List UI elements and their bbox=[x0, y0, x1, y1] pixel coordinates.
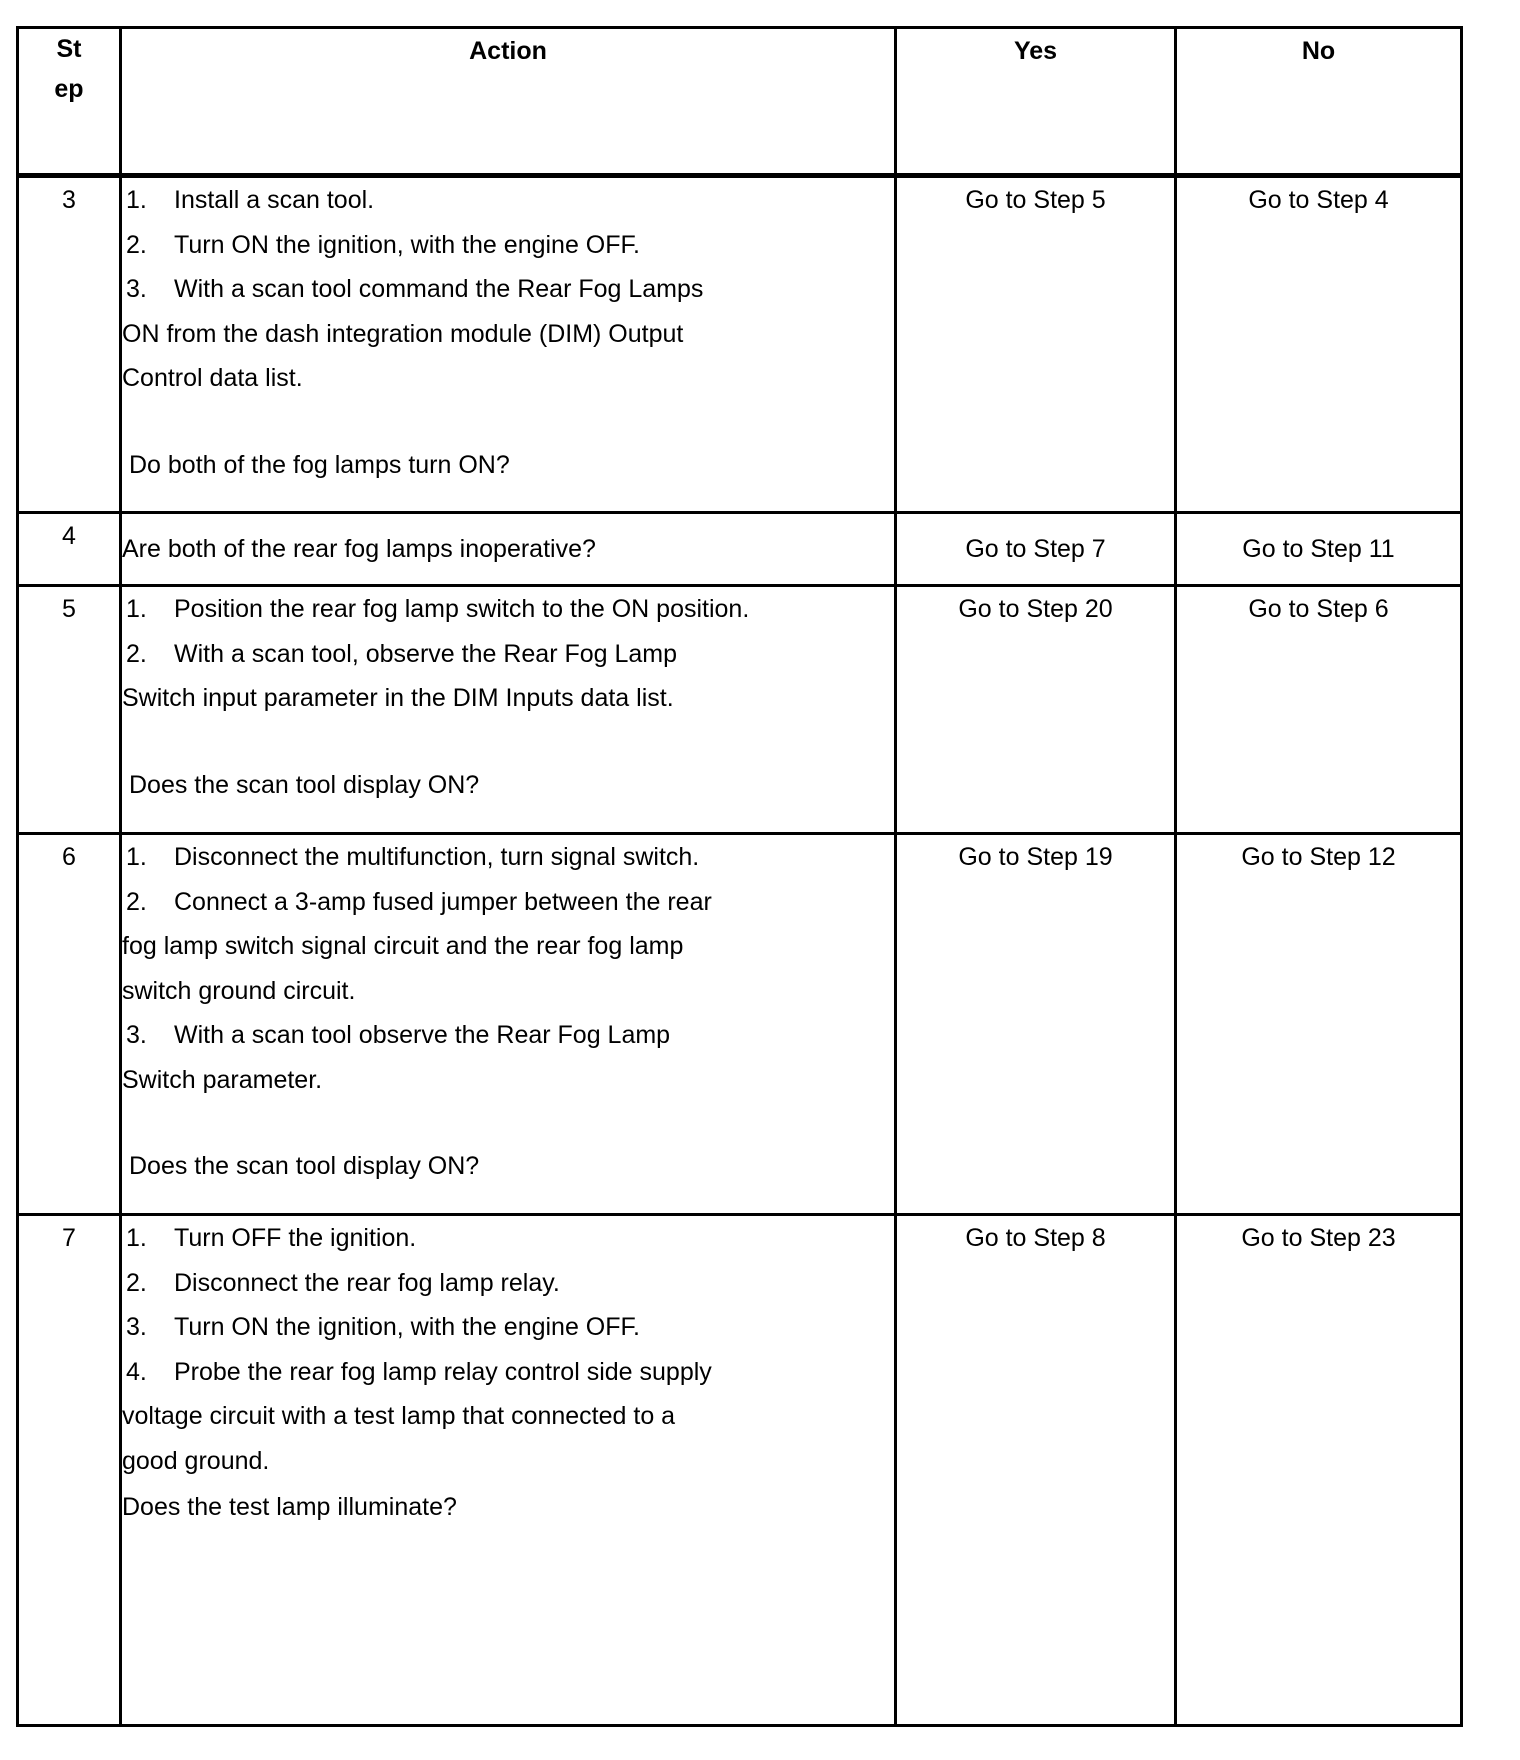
action-text: Switch input parameter in the DIM Inputs data list. bbox=[122, 684, 674, 712]
header-step bbox=[18, 28, 121, 176]
action-question: Does the scan tool display ON? bbox=[129, 1152, 480, 1180]
action-text: Disconnect the multifunction, turn signal switch. bbox=[174, 843, 700, 871]
action-line bbox=[122, 924, 894, 969]
list-number: 1. bbox=[126, 843, 147, 871]
table-row bbox=[18, 176, 1462, 513]
action-line bbox=[122, 178, 894, 223]
header-step-line2: ep bbox=[54, 75, 84, 103]
list-number: 3. bbox=[126, 1021, 147, 1049]
step-number: 3 bbox=[18, 176, 121, 513]
action-question: Do both of the fog lamps turn ON? bbox=[129, 450, 510, 479]
action-line bbox=[122, 835, 894, 880]
action-line bbox=[122, 880, 894, 925]
action-line bbox=[122, 223, 894, 268]
action-text: Position the rear fog lamp switch to the ON position. bbox=[174, 595, 750, 623]
action-text: switch ground circuit. bbox=[122, 976, 356, 1005]
table-row bbox=[18, 586, 1462, 834]
no-result: Go to Step 12 bbox=[1176, 834, 1462, 1215]
action-line bbox=[122, 1058, 894, 1103]
action-question: Does the scan tool display ON? bbox=[129, 770, 480, 799]
list-number: 3. bbox=[126, 275, 147, 303]
table-row bbox=[18, 834, 1462, 1215]
action-line bbox=[122, 1013, 894, 1058]
action-text: Switch parameter. bbox=[122, 1065, 323, 1094]
header-step-line1: St bbox=[56, 35, 82, 63]
header-yes: Yes bbox=[896, 28, 1176, 176]
action-line bbox=[122, 312, 894, 357]
diagnostic-table bbox=[16, 26, 1463, 1727]
yes-result: Go to Step 20 bbox=[896, 586, 1176, 834]
action-line bbox=[122, 632, 894, 677]
header-no: No bbox=[1176, 28, 1462, 176]
list-number: 1. bbox=[126, 595, 147, 623]
table-row bbox=[18, 1215, 1462, 1726]
no-result: Go to Step 11 bbox=[1176, 513, 1462, 586]
header-row bbox=[18, 28, 1462, 176]
action-cell bbox=[121, 834, 896, 1215]
header-action: Action bbox=[121, 28, 896, 176]
no-result: Go to Step 23 bbox=[1176, 1215, 1462, 1726]
action-text: ON from the dash integration module (DIM) Output bbox=[122, 319, 684, 348]
action-line bbox=[122, 1439, 894, 1484]
action-cell bbox=[121, 176, 896, 513]
yes-result: Go to Step 19 bbox=[896, 834, 1176, 1215]
action-text: Turn ON the ignition, with the engine OFF. bbox=[174, 1313, 640, 1341]
yes-result: Go to Step 7 bbox=[896, 513, 1176, 586]
action-line bbox=[122, 1350, 894, 1395]
action-line bbox=[122, 1305, 894, 1350]
list-number: 4. bbox=[126, 1357, 147, 1386]
step-number: 6 bbox=[18, 834, 121, 1215]
action-text: Turn OFF the ignition. bbox=[174, 1224, 417, 1252]
action-cell bbox=[121, 513, 896, 586]
action-text: With a scan tool, observe the Rear Fog Lamp bbox=[174, 639, 678, 668]
action-line bbox=[122, 587, 894, 632]
action-cell bbox=[121, 1215, 896, 1726]
action-text: Control data list. bbox=[122, 364, 303, 392]
list-number: 2. bbox=[126, 1268, 147, 1297]
action-line bbox=[122, 1216, 894, 1261]
action-question: Are both of the rear fog lamps inoperative? bbox=[122, 534, 596, 563]
list-number: 2. bbox=[126, 887, 147, 916]
action-line bbox=[122, 1394, 894, 1439]
action-text: good ground. bbox=[122, 1446, 270, 1475]
action-text: voltage circuit with a test lamp that connected to a bbox=[122, 1402, 676, 1430]
list-number: 1. bbox=[126, 186, 147, 214]
action-line bbox=[122, 676, 894, 721]
action-text: Connect a 3-amp fused jumper between the rear bbox=[174, 887, 712, 916]
step-number: 5 bbox=[18, 586, 121, 834]
action-text: With a scan tool observe the Rear Fog Lamp bbox=[174, 1021, 671, 1049]
action-question: Does the test lamp illuminate? bbox=[122, 1493, 457, 1521]
list-number: 1. bbox=[126, 1224, 147, 1252]
action-text: Probe the rear fog lamp relay control side supply bbox=[174, 1357, 712, 1386]
action-line bbox=[122, 267, 894, 312]
action-text: With a scan tool command the Rear Fog Lamps bbox=[174, 275, 704, 303]
action-line bbox=[122, 969, 894, 1014]
action-text: fog lamp switch signal circuit and the rear fog lamp bbox=[122, 932, 684, 960]
yes-result: Go to Step 5 bbox=[896, 176, 1176, 513]
no-result: Go to Step 4 bbox=[1176, 176, 1462, 513]
no-result: Go to Step 6 bbox=[1176, 586, 1462, 834]
action-line bbox=[122, 356, 894, 401]
list-number: 3. bbox=[126, 1313, 147, 1341]
action-cell bbox=[121, 586, 896, 834]
table-row bbox=[18, 513, 1462, 586]
action-text: Install a scan tool. bbox=[174, 186, 375, 214]
list-number: 2. bbox=[126, 639, 147, 668]
action-text: Turn ON the ignition, with the engine OFF. bbox=[174, 230, 640, 259]
step-number: 7 bbox=[18, 1215, 121, 1726]
action-text: Disconnect the rear fog lamp relay. bbox=[174, 1268, 560, 1297]
yes-result: Go to Step 8 bbox=[896, 1215, 1176, 1726]
step-number: 4 bbox=[18, 513, 121, 586]
action-line bbox=[122, 1261, 894, 1306]
list-number: 2. bbox=[126, 230, 147, 259]
